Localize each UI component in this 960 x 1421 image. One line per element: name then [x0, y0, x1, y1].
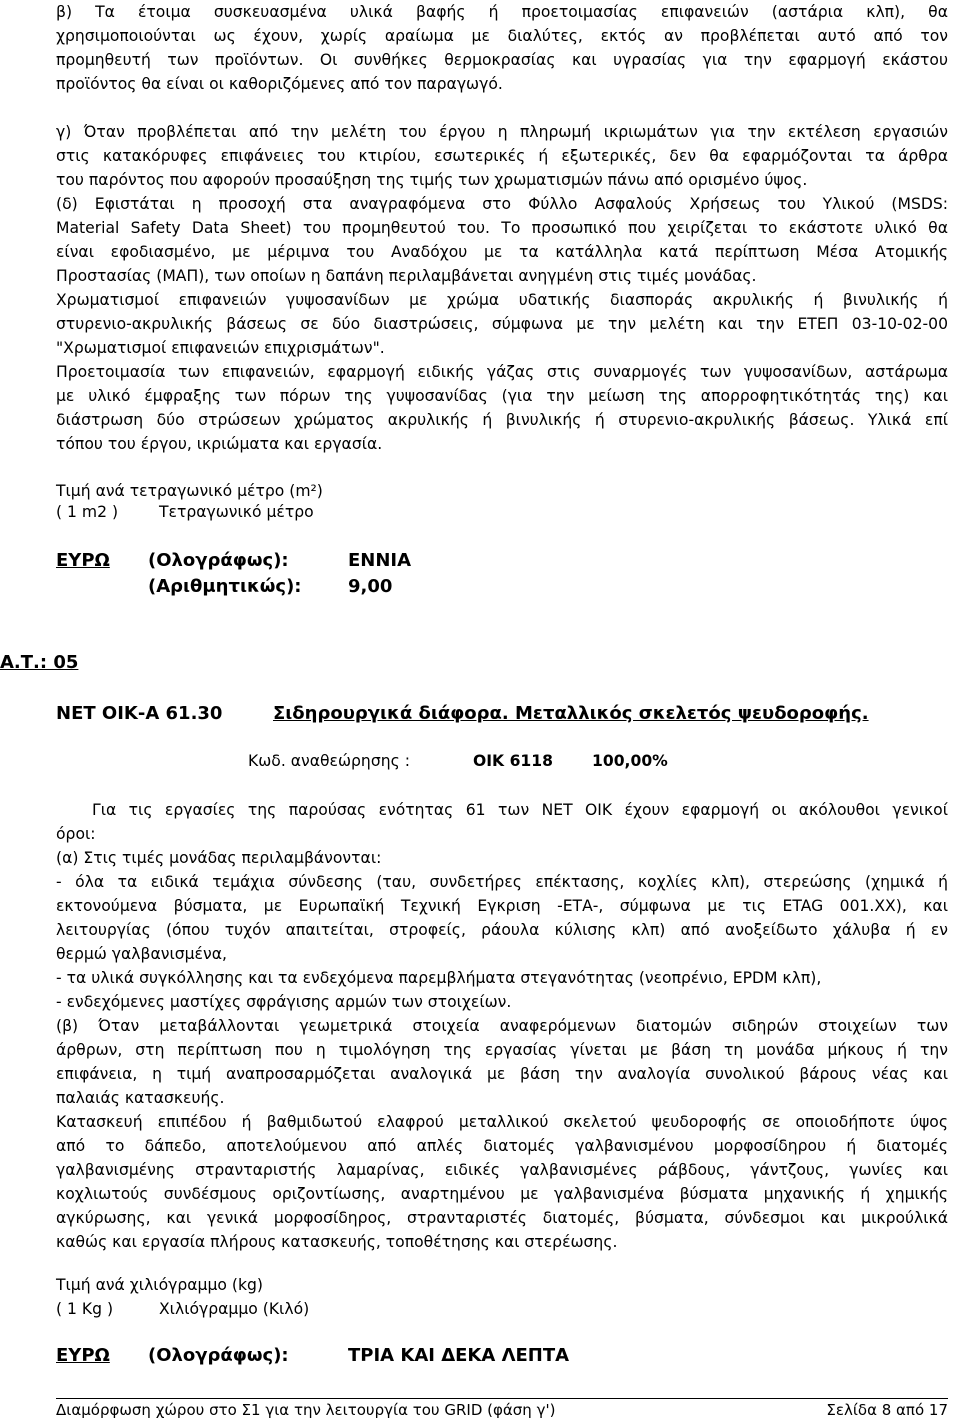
- unit-quantity: ( 1 m2 ): [56, 503, 119, 521]
- text-line: στυρενιο-ακρυλικής βάσεως σε δύο διαστρώσεις, σύμφωνα με την μελέτη και την ΕΤΕΠ 03-10-02-00: [56, 315, 948, 333]
- unit-name: Τετραγωνικό μέτρο: [159, 503, 314, 521]
- currency-label: ΕΥΡΩ: [56, 1345, 110, 1366]
- text-line: άρθρων, στη περίπτωση που η τιμολόγηση της εργασίας γίνεται με βάση τη μονάδα μήκους ή την: [56, 1041, 948, 1059]
- paragraph-gamma-scaffolding: [56, 120, 948, 456]
- text-line: κοχλιωτούς συνδέσμους οριζοντίωσης, αναρτημένου με γαλβανισμένα βύσματα μηχανικής ή χημικής: [56, 1185, 948, 1203]
- text-line: γ) Όταν προβλέπεται από την μελέτη του έργου η πληρωμή ικριωμάτων για την εκτέλεση εργασιών: [56, 123, 948, 141]
- text-line: χρησιμοποιούνται ως έχουν, χωρίς αραίωμα με διαλύτες, εκτός αν προβλέπεται αυτό από τον: [56, 27, 948, 45]
- unit-name: Χιλιόγραμμο (Κιλό): [159, 1300, 310, 1318]
- text-line: (δ) Εφιστάται η προσοχή στα αναγραφόμενα στο Φύλλο Ασφαλούς Χρήσεως του Υλικού (MSDS:: [56, 195, 948, 213]
- unit-label: Τιμή ανά χιλιόγραμμο (kg): [56, 1276, 263, 1294]
- text-line: - όλα τα ειδικά τεμάχια σύνδεσης (ταυ, συνδετήρες επέκτασης, κοχλίες κλπ), στερεώσης (χημικά ή: [56, 873, 948, 891]
- article-title: Σιδηρουργικά διάφορα. Μεταλλικός σκελετός ψευδοροφής.: [273, 703, 869, 724]
- text-line: προϊόντος θα είναι οι καθοριζόμενες από τον παραγωγό.: [56, 75, 503, 93]
- text-line: από το δάπεδο, αποτελούμενου από απλές διατομές γαλβανισμένου μορφοσίδηρου ή διατομές: [56, 1137, 948, 1155]
- text-line: Material Safety Data Sheet) του προμηθευτού του. Το προσωπικό που χειρίζεται το εκάστοτε υλικό θα: [56, 219, 948, 237]
- unit-quantity: ( 1 Kg ): [56, 1300, 114, 1318]
- text-line: αγκύρωσης, και γενικά μορφοσίδηρος, στρανταριστές διατομές, βύσματα, σύνδεσμοι και μικρούλικά: [56, 1209, 948, 1227]
- number-label: (Αριθμητικώς):: [148, 576, 302, 597]
- text-line: επιφάνεια, η τιμή αναπροσαρμόζεται αναλογικά με βάση την αναλογία συνολικού βάρους νέας και: [56, 1065, 948, 1083]
- text-line: διάστρωση δύο στρώσεων χρώματος ακρυλικής ή βινυλικής ή στυρενιο-ακρυλικής βάσεως. Υλικά επί: [56, 411, 948, 429]
- text-line: προμηθευτή των προϊόντων. Οι συνθήκες θερμοκρασίας και υγρασίας για την εφαρμογή εκάστου: [56, 51, 948, 69]
- text-line: γαλβανισμένης στρανταριστής λαμαρίνας, ειδικές γαλβανισμένες ράβδους, γάντζους, γωνίες και: [56, 1161, 948, 1179]
- text-line: Κατασκευή επιπέδου ή βαθμιδωτού ελαφρού μεταλλικού σκελετού ψευδοροφής σε οποιοδήποτε ύψος: [56, 1113, 948, 1131]
- text-line: στις κατακόρυφες επιφάνειες του κτιρίου, εσωτερικές ή εξωτερικές, δεν θα εφαρμόζονται τα άρθρα: [56, 147, 948, 165]
- text-line: Για τις εργασίες της παρούσας ενότητας 61 των ΝΕΤ ΟΙΚ έχουν εφαρμογή οι ακόλουθοι γενικοί: [92, 801, 948, 819]
- text-line: τόπου του έργου, ικριώματα και εργασία.: [56, 435, 383, 453]
- text-line: β) Τα έτοιμα συσκευασμένα υλικά βαφής ή προετοιμασίας επιφανειών (αστάρια κλπ), θα: [56, 3, 948, 21]
- text-line: - ενδεχόμενες μαστίχες σφράγισης αρμών των στοιχείων.: [56, 993, 512, 1011]
- price-number: 9,00: [348, 576, 393, 597]
- revision-percent: 100,00%: [592, 752, 668, 770]
- text-line: καθώς και εργασία πλήρους κατασκευής, τοποθέτησης και στερέωσης.: [56, 1233, 618, 1251]
- unit-label: Τιμή ανά τετραγωνικό μέτρο (m²): [56, 482, 323, 500]
- text-line: λειτουργίας (όπου τυχόν απαιτείται, στροφείς, ράουλα κύλισης κλπ) από ανοξείδωτο χάλυβα ή εν: [56, 921, 948, 939]
- text-line: Χρωματισμοί επιφανειών γυψοσανίδων με χρώμα υδατικής διασποράς ακρυλικής ή βινυλικής ή: [56, 291, 948, 309]
- text-line: Προετοιμασία των επιφανειών, εφαρμογή ειδικής γάζας στις συναρμογές των γυψοσανίδων, αστάρωμα: [56, 363, 948, 381]
- price-in-words: ΕΝΝΙΑ: [348, 550, 412, 571]
- text-line: - τα υλικά συγκόλλησης και τα ενδεχόμενα παρεμβλήματα στεγανότητας (νεοπρένιο, EPDM κλπ),: [56, 969, 822, 987]
- price-in-words: ΤΡΙΑ ΚΑΙ ΔΕΚΑ ΛΕΠΤΑ: [348, 1345, 570, 1366]
- words-label: (Ολογράφως):: [148, 550, 289, 571]
- page-footer: [56, 1398, 948, 1419]
- text-line: (α) Στις τιμές μονάδας περιλαμβάνονται:: [56, 849, 382, 867]
- footer-project-title: Διαμόρφωση χώρου στο Σ1 για την λειτουργία του GRID (φάση γ'): [56, 1401, 556, 1419]
- text-line: όροι:: [56, 825, 96, 843]
- text-line: θερμώ γαλβανισμένα,: [56, 945, 227, 963]
- paragraph-beta-materials: [56, 0, 948, 96]
- text-line: είναι εφοδιασμένο, με μέριμνα του Αναδόχου με τα κατάλληλα κατά περίπτωση Μέσα Ατομικής: [56, 243, 948, 261]
- net-code: ΝΕΤ ΟΙΚ-Α 61.30: [56, 703, 223, 724]
- text-line: του παρόντος που αφορούν προσαύξηση της τιμής των χρωματισμών πάνω από ορισμένο ύψος.: [56, 171, 808, 189]
- revision-code: ΟΙΚ 6118: [473, 752, 553, 770]
- text-line: παλαιάς κατασκευής.: [56, 1089, 225, 1107]
- revision-label: Κωδ. αναθεώρησης :: [248, 752, 410, 770]
- general-terms-section: [56, 798, 948, 1254]
- currency-label: ΕΥΡΩ: [56, 550, 110, 571]
- article-code: Α.Τ.: 05: [0, 652, 79, 673]
- footer-page-number: Σελίδα 8 από 17: [826, 1401, 948, 1419]
- text-line: (β) Όταν μεταβάλλονται γεωμετρικά στοιχεία αναφερόμενων διατομών σιδηρών στοιχείων των: [56, 1017, 948, 1035]
- text-line: με υλικό έμφραξης των πόρων της γυψοσανίδας (για την μείωση της απορροφητικότητάς της) και: [56, 387, 948, 405]
- text-line: εκτονούμενα βύσματα, με Ευρωπαϊκή Τεχνική Εγκριση -ΕΤΑ-, σύμφωνα με τις ETAG 001.XX), και: [56, 897, 948, 915]
- text-line: Προστασίας (ΜΑΠ), των οποίων η δαπάνη περιλαμβάνεται ανηγμένη στις τιμές μονάδας.: [56, 267, 757, 285]
- words-label: (Ολογράφως):: [148, 1345, 289, 1366]
- text-line: "Χρωματισμοί επιφανειών επιχρισμάτων".: [56, 339, 385, 357]
